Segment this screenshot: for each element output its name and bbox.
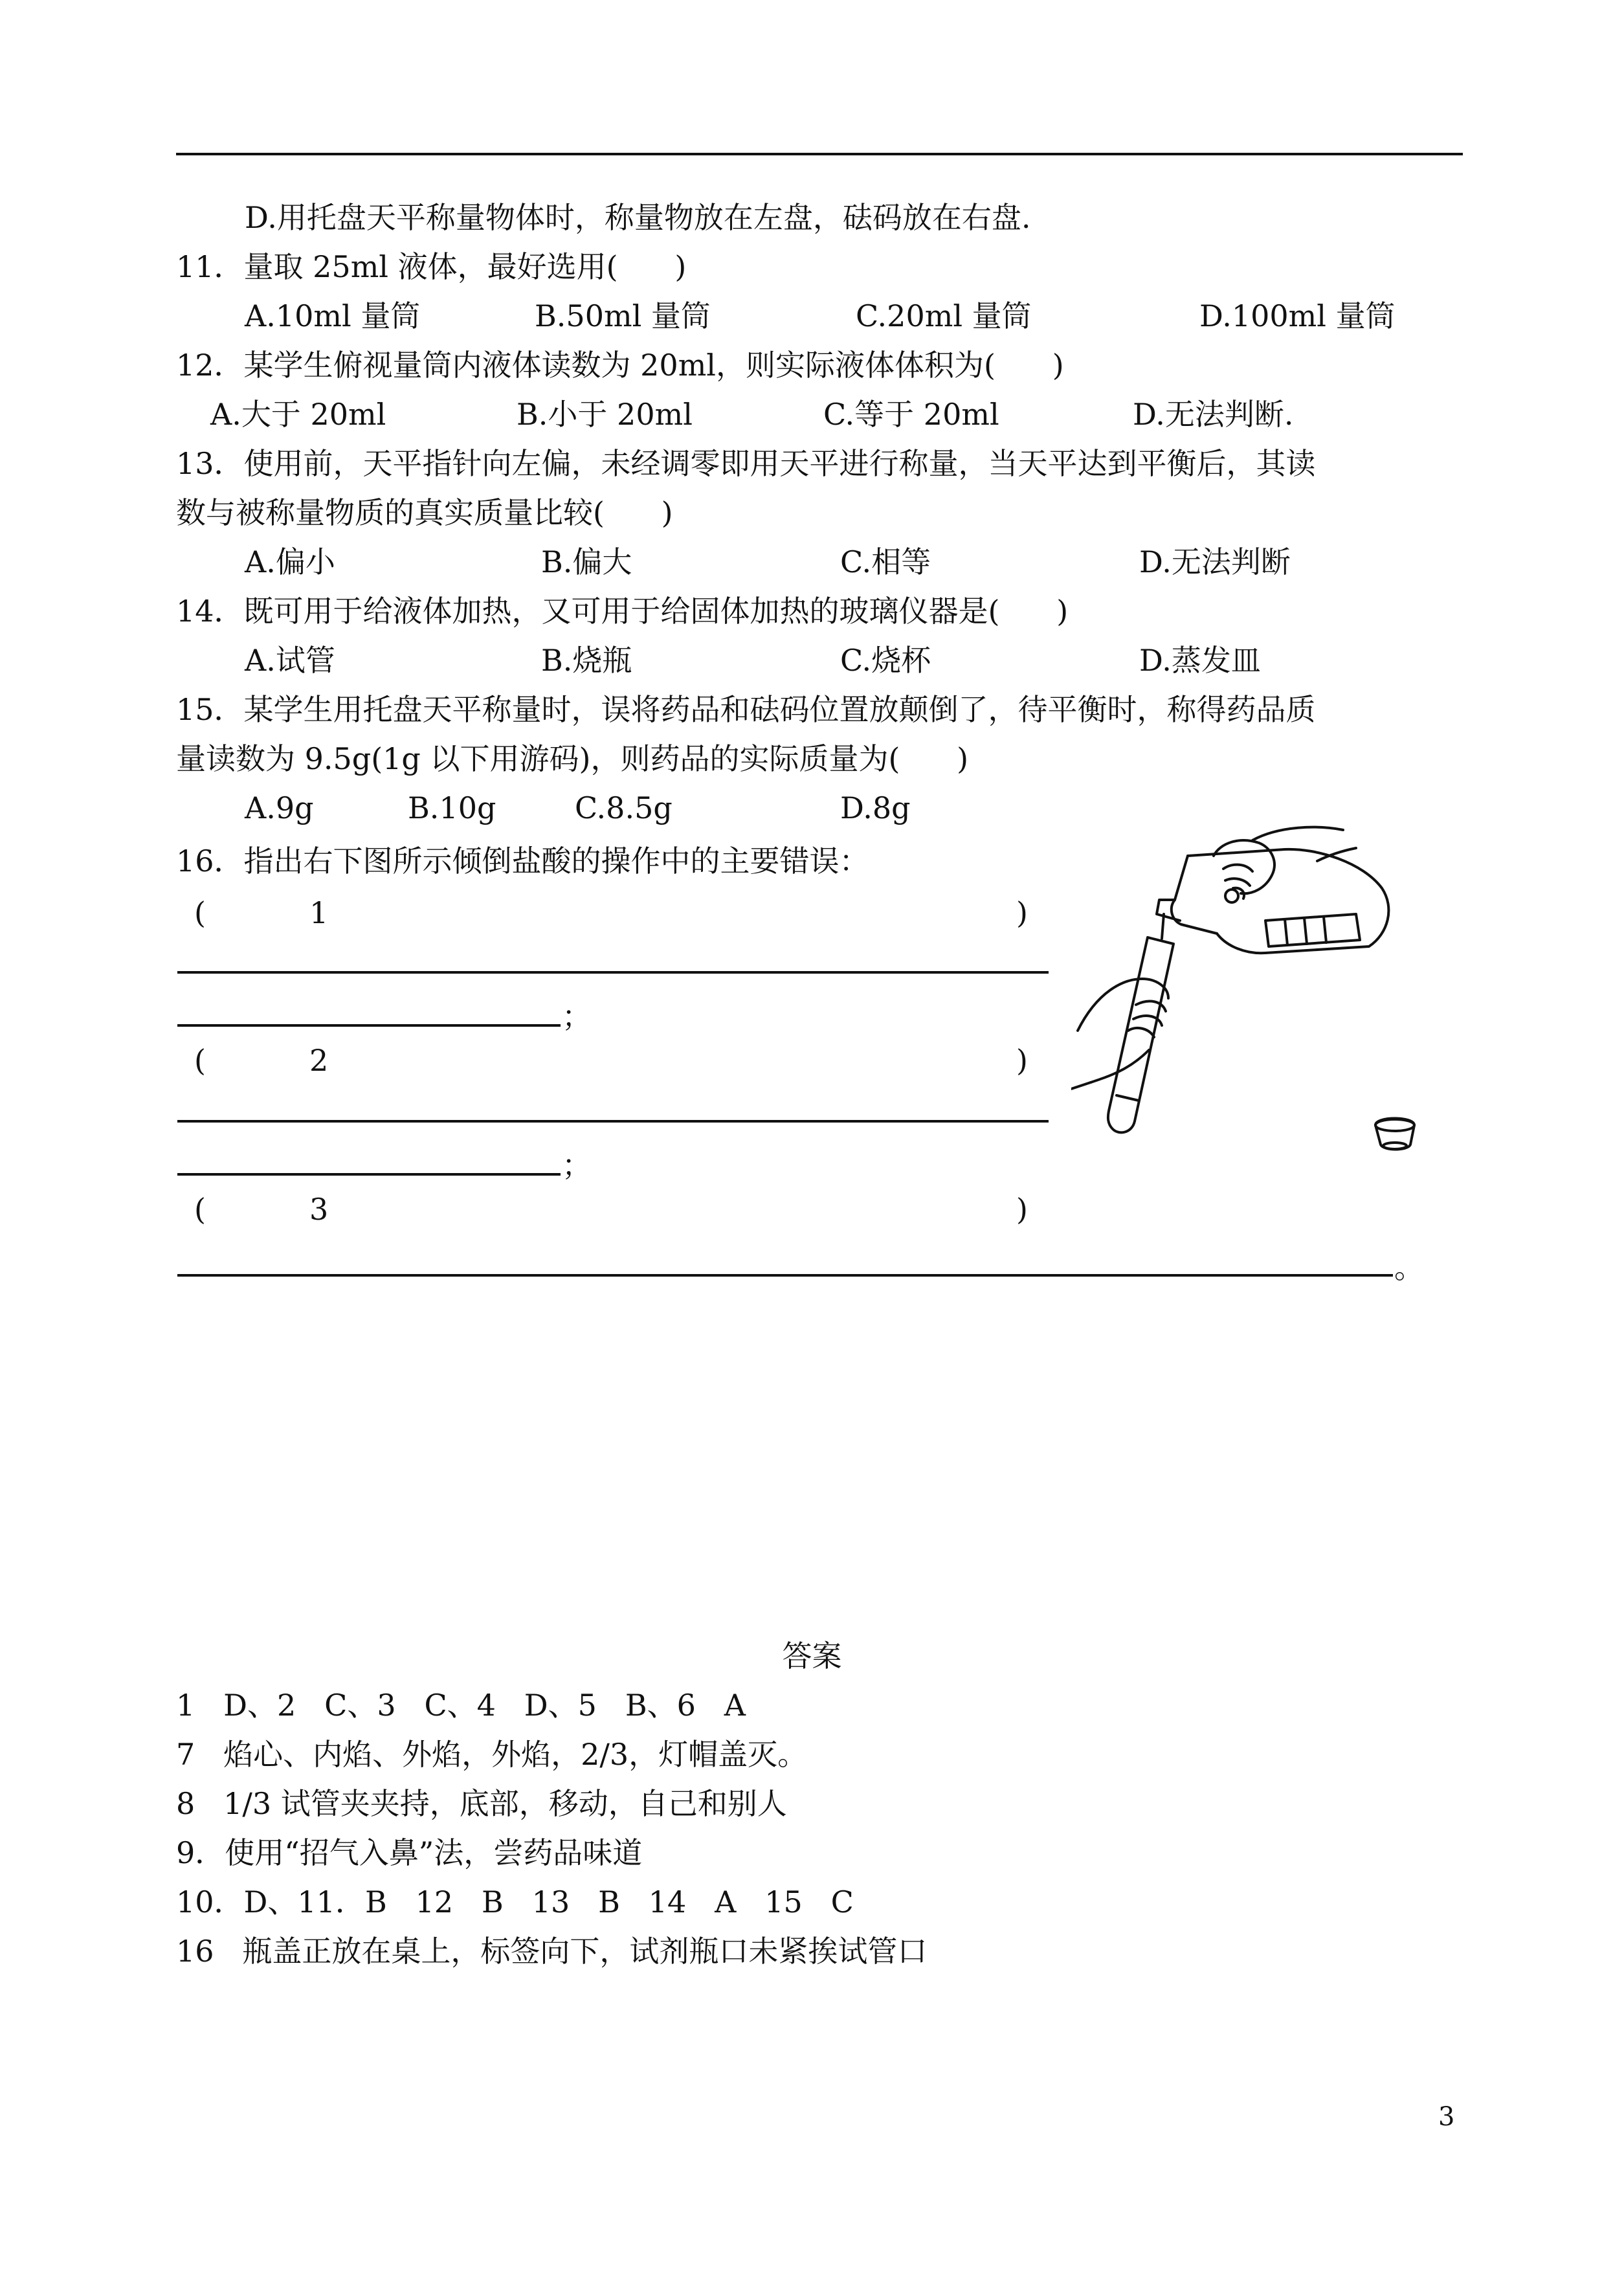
semicolon-1: ； [562,999,592,1034]
question-16-item3-num: 3 [309,1192,329,1227]
answer-blank-3[interactable] [177,1274,1393,1277]
question-11-option-c: C.20ml 量筒 [856,298,1032,333]
question-14-stem: 14．既可用于给液体加热，又可用于给固体加热的玻璃仪器是( ) [176,594,1069,629]
answer-line-2: 7 焰心、内焰、外焰，外焰，2/3，灯帽盖灭。 [176,1737,808,1772]
question-10-option-d: D.用托盘天平称量物体时，称量物放在左盘，砝码放在右盘. [245,200,1031,235]
question-12-option-d: D.无法判断. [1133,397,1294,432]
question-13-option-a: A.偏小 [245,544,335,579]
semicolon-2: ； [562,1148,592,1183]
question-15-option-c: C.8.5g [575,790,673,825]
question-16-item2-open: ( [194,1043,206,1078]
question-15-option-a: A.9g [245,790,314,825]
question-15-stem-line2: 量读数为 9.5g(1g 以下用游码)，则药品的实际质量为( ) [176,741,969,776]
question-14-option-d: D.蒸发皿 [1139,643,1261,678]
answer-blank-1b[interactable] [177,1024,561,1027]
question-11-option-a: A.10ml 量筒 [245,298,421,333]
header-rule [176,153,1463,155]
page-number: 3 [1438,2102,1455,2132]
question-13-option-c: C.相等 [840,544,931,579]
answer-line-3: 8 1/3 试管夹夹持，底部，移动，自己和别人 [176,1786,787,1821]
question-15-option-b: B.10g [408,790,496,825]
question-16-stem: 16．指出右下图所示倾倒盐酸的操作中的主要错误： [176,844,869,878]
question-12-option-b: B.小于 20ml [517,397,693,432]
question-13-option-b: B.偏大 [541,544,632,579]
question-14-option-c: C.烧杯 [840,643,931,678]
period-3: 。 [1394,1250,1424,1285]
question-15-stem-line1: 15．某学生用托盘天平称量时，误将药品和砝码位置放颠倒了，待平衡时，称得药品质 [176,692,1316,727]
answer-blank-2a[interactable] [177,1120,1049,1123]
question-15-option-d: D.8g [840,790,911,825]
answer-line-4: 9．使用“招气入鼻”法，尝药品味道 [176,1835,643,1870]
answers-title: 答案 [782,1639,842,1673]
question-12-option-a: A.大于 20ml [210,397,386,432]
answer-line-6: 16 瓶盖正放在桌上，标签向下，试剂瓶口未紧挨试管口 [176,1934,928,1969]
question-13-stem-line1: 13．使用前，天平指针向左偏，未经调零即用天平进行称量，当天平达到平衡后，其读 [176,446,1316,481]
question-14-option-b: B.烧瓶 [541,643,632,678]
question-16-item1-open: ( [194,895,206,930]
question-16-item3-open: ( [194,1192,206,1227]
answer-blank-1a[interactable] [177,971,1049,974]
question-13-stem-line2: 数与被称量物质的真实质量比较( ) [176,495,673,530]
question-16-item2-num: 2 [309,1043,329,1078]
question-12-option-c: C.等于 20ml [823,397,999,432]
answer-line-1: 1 D、2 C、3 C、4 D、5 B、6 A [176,1688,746,1723]
question-16-item2-close: ) [1016,1043,1028,1078]
answer-line-5: 10．D、11．B 12 B 13 B 14 A 15 C [176,1885,854,1919]
answer-blank-2b[interactable] [177,1173,561,1176]
question-11-option-b: B.50ml 量筒 [535,298,711,333]
question-16-item1-num: 1 [309,895,329,930]
question-13-option-d: D.无法判断 [1139,544,1291,579]
question-16-item1-close: ) [1016,895,1028,930]
question-16-item3-close: ) [1016,1192,1028,1227]
question-11-option-d: D.100ml 量筒 [1199,298,1396,333]
question-12-stem: 12．某学生俯视量筒内液体读数为 20ml，则实际液体体积为( ) [176,348,1064,383]
question-11-stem: 11．量取 25ml 液体，最好选用( ) [176,249,687,284]
question-14-option-a: A.试管 [245,643,335,678]
pouring-acid-illustration [1071,817,1440,1180]
